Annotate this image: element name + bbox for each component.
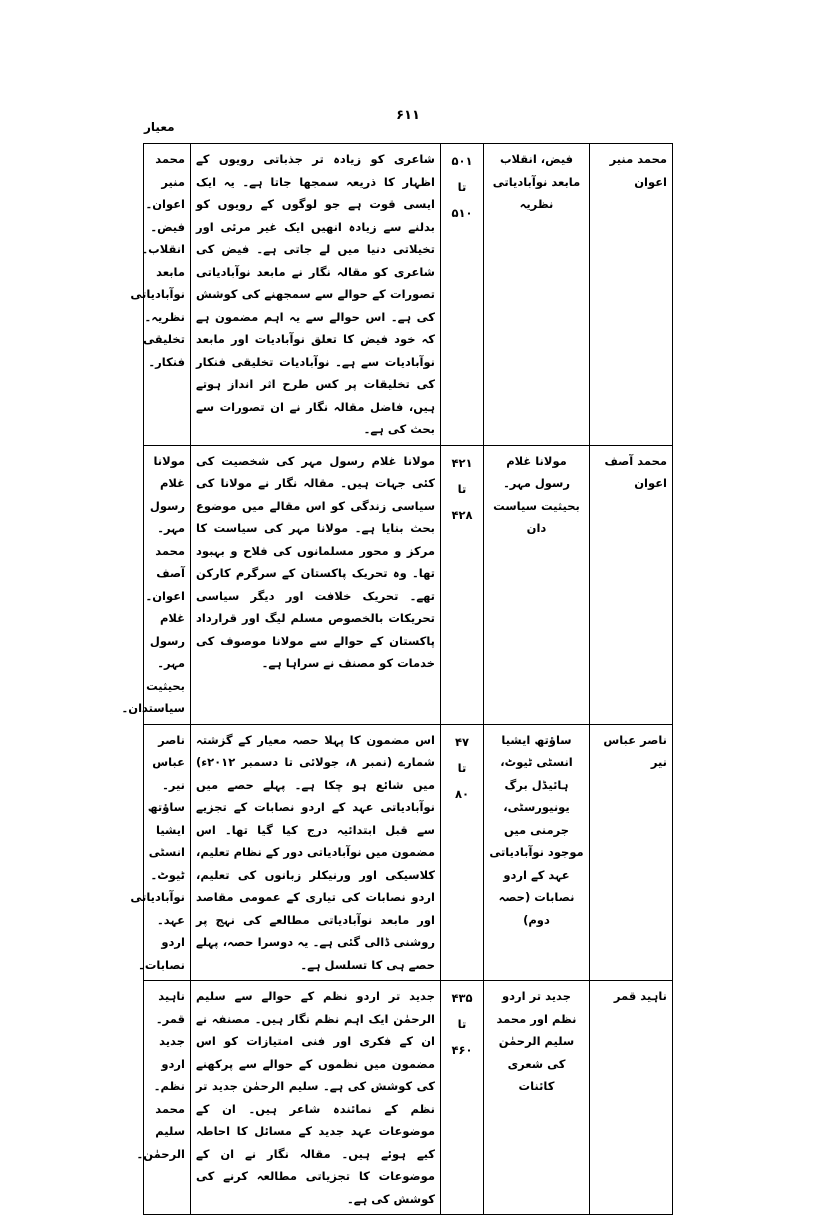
keyword: نوآبادیاتی عہد۔ bbox=[130, 890, 185, 927]
keyword: مولانا غلام رسول bbox=[149, 453, 185, 513]
keyword: ٹیوٹ۔ bbox=[150, 867, 185, 882]
pages-cell bbox=[441, 144, 484, 446]
summary-cell: اس مضمون کا پہلا حصہ معیار کے گزشتہ شمارے (نمبر ۸، جولائی تا دسمبر ۲۰۱۲ء) میں شائع ہو چکا ہے۔ پہلے حصے میں نوآبادیاتی عہد کے اردو نصابات کے تجزیے سے قبل ابتدائیہ درج کیا گیا تھا۔ اس مضمون میں نوآبادیاتی دور کے نظام تعلیم، کلاسیکی اور ورنیکلر زبانوں کی تعلیم، اردو نصابات کی تیاری کے عمومی مقاصد اور مابعد نوآبادیاتی مطالعے کی نہج پر روشنی ڈالی گئی ہے۔ یہ دوسرا حصہ، پہلے حصے ہی کا تسلسل ہے۔ bbox=[191, 724, 441, 981]
keyword: مہر۔ bbox=[157, 521, 185, 535]
keyword: محمد آصف اعوان۔ bbox=[145, 543, 185, 603]
title-cell: جدید تر اردو نظم اور محمد سلیم الرحمٰن کی شعری کائنات bbox=[484, 981, 590, 1215]
keywords-cell bbox=[130, 144, 191, 446]
summary-cell: شاعری کو زیادہ تر جذباتی رویوں کے اظہار کا ذریعہ سمجھا جاتا ہے۔ یہ ایک ایسی قوت ہے جو لوگوں کے رویوں کو بدلنے سے زیادہ انھیں ایک غیر مرئی اور تخیلاتی دنیا میں لے جاتی ہے۔ فیض کی شاعری کو مقالہ نگار نے مابعد نوآبادیاتی تصورات کے حوالے سے سمجھنے کی کوشش کی ہے۔ اس حوالے سے یہ اہم مضمون ہے کہ خود فیض کا تعلق نوآبادیات اور مابعد نوآبادیات سے ہے۔ نوآبادیات تخلیقی فنکار کی تخلیقات پر کس طرح اثر انداز ہوتے ہیں، فاضل مقالہ نگار نے ان تصورات سے بحث کی ہے۔ bbox=[191, 144, 441, 446]
page-start: ۴۳۵ bbox=[451, 991, 473, 1005]
page-to: تا bbox=[457, 180, 467, 194]
pages-cell bbox=[441, 981, 484, 1215]
keyword: اردو نصابات۔ bbox=[138, 935, 185, 972]
page-start: ۴۷ bbox=[454, 734, 470, 749]
journal-name: معیار bbox=[144, 120, 175, 134]
keyword: جدید اردو نظم۔ bbox=[153, 1034, 185, 1093]
table-row bbox=[144, 724, 673, 981]
keywords-cell bbox=[121, 445, 191, 724]
keyword: غلام رسول مہر۔ bbox=[149, 611, 185, 670]
keywords-cell bbox=[136, 981, 191, 1215]
page-to: تا bbox=[457, 481, 467, 496]
page-to: تا bbox=[457, 1017, 467, 1031]
page-end: ۵۱۰ bbox=[451, 206, 473, 220]
page-to: تا bbox=[457, 760, 467, 775]
summary-cell: جدید تر اردو نظم کے حوالے سے سلیم الرحمٰن ایک اہم نظم نگار ہیں۔ مصنفہ نے ان کے فکری اور فنی امتیازات کو اس مضمون میں نظموں کے حوالے سے پرکھنے کی کوشش کی ہے۔ سلیم الرحمٰن جدید تر نظم کے نمائندہ شاعر ہیں۔ ان کے موضوعات عہد جدید کے مسائل کا احاطہ کیے ہوئے ہیں۔ مقالہ نگار نے ان کے موضوعات کا تجزیاتی مطالعہ کرنے کی کوشش کی ہے۔ bbox=[191, 981, 441, 1215]
index-table bbox=[121, 143, 673, 1215]
keyword: نظریہ۔ bbox=[144, 309, 185, 324]
keyword: انقلاب۔ bbox=[141, 242, 185, 256]
author-cell: محمد آصف اعوان bbox=[590, 445, 673, 724]
table-row bbox=[144, 445, 673, 724]
author-cell: محمد منیر اعوان bbox=[590, 144, 673, 446]
author-cell: ناہید قمر bbox=[590, 981, 673, 1215]
keyword: تخلیقی فنکار۔ bbox=[143, 332, 185, 369]
author-cell: ناصر عباس نیر bbox=[590, 724, 673, 981]
page-end: ۸۰ bbox=[454, 786, 470, 801]
pages-cell bbox=[441, 445, 484, 724]
table-row bbox=[144, 981, 673, 1215]
keyword: سیاستدان۔ bbox=[121, 701, 185, 715]
pages-cell bbox=[441, 724, 484, 981]
table-row bbox=[144, 144, 673, 446]
page-start: ۵۰۱ bbox=[451, 154, 473, 168]
keyword: محمد منیر اعوان۔ bbox=[145, 152, 185, 211]
keywords-cell bbox=[130, 724, 191, 981]
keyword: ساؤتھ ایشیا انسٹی bbox=[147, 800, 185, 859]
title-cell: فیض، انقلاب مابعد نوآبادیاتی نظریہ bbox=[484, 144, 590, 446]
keyword: ناصر عباس نیر۔ bbox=[152, 732, 185, 792]
title-cell: مولانا غلام رسول مہر۔ بحیثیت سیاست دان bbox=[484, 445, 590, 724]
keyword: فیض۔ bbox=[150, 219, 185, 234]
page-end: ۴۶۰ bbox=[451, 1043, 473, 1057]
keyword: ناہید قمر۔ bbox=[155, 989, 185, 1026]
title-cell: ساؤتھ ایشیا انسٹی ٹیوٹ، ہائیڈل برگ یونیورسٹی، جرمنی میں موجود نوآبادیاتی عہد کے اردو نصابات (حصہ دوم) bbox=[484, 724, 590, 981]
keyword: مابعد نوآبادیاتی bbox=[130, 264, 185, 301]
keyword: محمد سلیم الرحمٰن۔ bbox=[136, 1101, 185, 1161]
page-end: ۴۲۸ bbox=[451, 507, 473, 522]
page-start: ۴۲۱ bbox=[451, 455, 473, 470]
summary-cell: مولانا غلام رسول مہر کی شخصیت کی کئی جہات ہیں۔ مقالہ نگار نے مولانا کی سیاسی زندگی کو اس مقالے میں موضوع بحث بنایا ہے۔ مولانا مہر کی سیاست کا مرکز و محور مسلمانوں کی فلاح و بہبود تھا۔ وہ تحریک پاکستان کے سرگرم کارکن تھے۔ تحریک خلافت اور دیگر سیاسی تحریکات بالخصوص مسلم لیگ اور قرارداد پاکستان کے حوالے سے مولانا موصوف کی خدمات کو مصنف نے سراہا ہے۔ bbox=[191, 445, 441, 724]
keyword: بحیثیت bbox=[146, 678, 185, 693]
page-number: ۶۱۱ bbox=[396, 108, 420, 123]
